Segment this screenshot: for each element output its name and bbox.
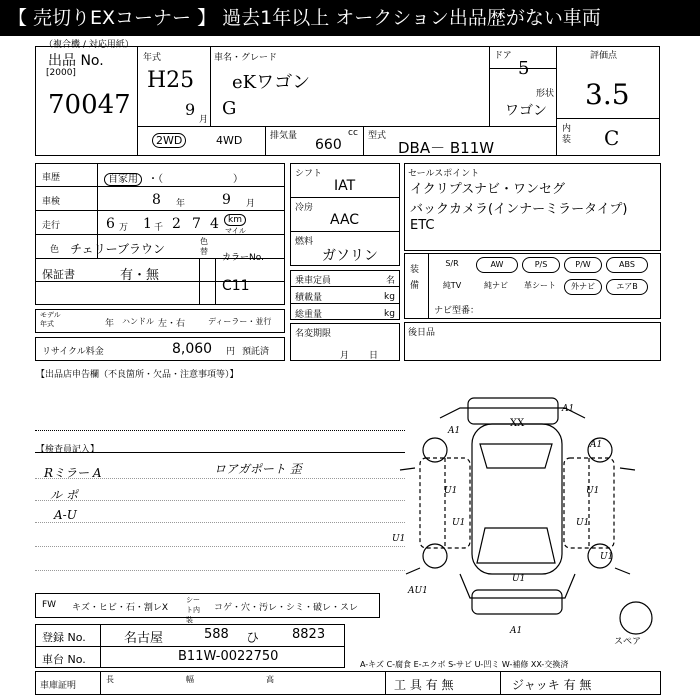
ac-label: 冷房 <box>295 203 314 213</box>
inspection-label: 車検 <box>42 197 61 207</box>
fuel-value: ガソリン <box>322 248 378 264</box>
recycle-label: リサイクル料金 <box>42 347 104 357</box>
equip-navi: 純ナビ <box>484 281 508 290</box>
back-page-box <box>404 322 661 361</box>
mileage-label: 走行 <box>42 221 61 231</box>
navi-label: ナビ型番： <box>434 306 480 316</box>
model-grade: G <box>222 98 237 119</box>
car-damage-diagram <box>380 378 670 648</box>
lot-number: 70047 <box>48 90 131 120</box>
spare-label: スペア <box>614 637 642 647</box>
inspection-month: 9 <box>222 192 231 208</box>
diagram-mark-1: A1 <box>562 404 575 414</box>
displacement-unit: cc <box>348 128 358 138</box>
shift-label: シフト <box>295 169 323 179</box>
color-value: チェリーブラウン <box>70 242 166 256</box>
color-sub: 色替 <box>200 237 208 256</box>
doors-value: 5 <box>518 58 530 79</box>
garage-certificate-label: 車庫証明 <box>40 681 77 691</box>
fw-label: FW <box>42 600 57 610</box>
color-code: C11 <box>222 278 250 294</box>
selling-points-label: セールスポイント <box>408 169 480 179</box>
inspector-note-1: Rミラー A <box>44 466 102 480</box>
model-label: 車名・グレード <box>214 53 278 63</box>
top-note: （複合機 / 対応用紙） <box>44 40 134 50</box>
score-label: 評価点 <box>590 51 618 61</box>
page-title-banner: 【 売切りEXコーナー 】 過去1年以上 オークション出品歴がない車両 <box>0 0 700 36</box>
inspector-note-3: A-U <box>54 508 77 522</box>
mileage-unit-mile: マイル <box>225 227 246 235</box>
inspection-month-unit: 月 <box>246 199 256 209</box>
registration-num: 588 <box>204 627 229 642</box>
lot-label: 出品 No. <box>48 53 104 69</box>
length-label: 長 <box>106 675 114 684</box>
mileage-p1: 6 <box>106 216 115 232</box>
diagram-mark-4: A1 <box>590 440 603 450</box>
drive-2wd: 2WD <box>152 133 186 148</box>
equip-ps: P/S <box>522 257 560 273</box>
dealer-label: ディーラー・並行 <box>208 317 272 326</box>
warranty-label: 保証書 <box>42 268 75 281</box>
car-rear-window <box>480 444 552 468</box>
score-value: 3.5 <box>585 78 630 111</box>
mileage-u1: 万 <box>119 223 129 233</box>
selling-point-2: バックカメラ(インナーミラータイプ) <box>410 202 628 217</box>
seller-notes-label: 【出品店申告欄（不良箇所・欠品・注意事項等）】 <box>36 370 239 380</box>
lot-tag: [2000] <box>46 68 76 78</box>
handle-value: 左・右 <box>158 319 186 329</box>
inspector-note-2: ル ポ <box>50 488 78 502</box>
diagram-mark-7: U1 <box>452 518 466 528</box>
capacity-label: 乗車定員 <box>295 276 332 286</box>
equip-tv: 純TV <box>442 281 462 290</box>
car-body-top <box>472 424 562 574</box>
color-code-label: カラーNo. <box>222 253 264 263</box>
mileage-p2: 1 <box>143 216 152 232</box>
year-month: 9 <box>185 100 196 119</box>
chassis-label: 車台 No. <box>42 653 86 666</box>
fw-items: キズ・ヒビ・石・割レX <box>72 603 168 613</box>
history-label: 車歴 <box>42 173 61 183</box>
year-month-unit: 月 <box>199 115 209 125</box>
damage-legend: A-キズ C-腐食 E-エクボ S-サビ U-凹ミ W-補修 XX-交換済 <box>360 660 569 669</box>
diagram-mark-8: U1 <box>576 518 590 528</box>
mileage-unit-km: km <box>224 214 246 226</box>
diagram-mark-5: U1 <box>444 486 458 496</box>
model-year-unit: 年 <box>105 319 115 329</box>
model-code-value: DBA－ B11W <box>398 139 495 157</box>
expiry-unit: 月日 <box>340 351 399 361</box>
recycle-unit: 円 <box>226 347 236 357</box>
year-label: 年式 <box>143 53 162 63</box>
selling-point-1: イクリプスナビ・ワンセグ <box>410 182 565 197</box>
registration-label: 登録 No. <box>42 631 86 644</box>
equip-sr: S/R <box>445 259 459 268</box>
model-name: eKワゴン <box>232 72 311 93</box>
interior-value: C <box>604 126 620 150</box>
drive-4wd: 4WD <box>216 134 243 147</box>
diagram-mark-2: XX <box>510 418 525 429</box>
equipment-label: 装備 <box>410 265 420 291</box>
model-year-label: モデル年式 <box>40 311 61 328</box>
history-rest: ・（ ） <box>148 174 243 185</box>
mileage-u2: 千 <box>154 223 164 233</box>
diagram-mark-3: A1 <box>448 426 461 436</box>
mileage-p5: 4 <box>210 216 219 232</box>
seat-items: コゲ・穴・汚レ・シミ・破レ・スレ <box>214 603 359 613</box>
spare-tire <box>620 602 652 634</box>
diagram-mark-11: AU1 <box>408 586 428 596</box>
displacement-label: 排気量 <box>270 131 298 141</box>
diagram-mark-12: U1 <box>512 574 526 584</box>
body-type-value: ワゴン <box>505 103 547 119</box>
chassis-value: B11W-0022750 <box>178 649 279 664</box>
year-value: H25 <box>147 68 195 93</box>
load-label: 積載量 <box>295 293 323 303</box>
car-windshield <box>477 528 555 563</box>
width-label: 幅 <box>186 675 194 684</box>
mileage-p4: 7 <box>192 216 201 232</box>
shift-value: IAT <box>334 178 356 194</box>
mileage-p3: 2 <box>172 216 181 232</box>
inspection-year-unit: 年 <box>176 199 186 209</box>
handle-label: ハンドル <box>122 317 154 326</box>
diagram-mark-10: U1 <box>600 552 614 562</box>
capacity-unit: 名 <box>386 276 396 286</box>
diagram-mark-9: U1 <box>392 534 406 544</box>
displacement-value: 660 <box>315 137 342 153</box>
selling-point-3: ETC <box>410 218 435 233</box>
doors-label: ドア <box>494 51 512 61</box>
load-unit: kg <box>384 292 395 302</box>
jack-label: ジャッキ 有 無 <box>512 678 592 692</box>
registration-plate: 8823 <box>292 627 326 642</box>
registration-city: 名古屋 <box>124 631 164 646</box>
diagram-mark-13: A1 <box>510 626 523 636</box>
expiry-label: 名変期限 <box>295 329 332 339</box>
gross-label: 総重量 <box>295 310 323 320</box>
height-label: 高 <box>266 675 274 684</box>
fuel-label: 燃料 <box>295 237 314 247</box>
body-type-label: 形状 <box>536 89 555 99</box>
tools-label: 工 具 有 無 <box>394 678 454 692</box>
ac-value: AAC <box>330 212 360 228</box>
diagram-mark-6: U1 <box>586 486 600 496</box>
color-label: 色 <box>50 245 60 255</box>
registration-kana: ひ <box>246 631 260 646</box>
equip-abs: ABS <box>606 257 648 273</box>
inspector-label: 【検査員記入】 <box>36 445 100 455</box>
model-code-label: 型式 <box>368 131 387 141</box>
car-front-bumper <box>472 590 562 614</box>
equip-airbag: エアB <box>606 279 648 295</box>
interior-label: 内装 <box>562 124 572 145</box>
recycle-value: 8,060 <box>172 341 213 357</box>
equip-leather: 革シート <box>524 281 556 290</box>
warranty-value: 有・無 <box>120 268 160 283</box>
seat-label: シート内装 <box>186 596 200 624</box>
equip-ext-navi: 外ナビ <box>564 279 602 295</box>
inspection-year: 8 <box>152 192 161 208</box>
equip-pw: P/W <box>564 257 602 273</box>
history-value: 自家用 <box>104 173 142 186</box>
back-page-label: 後日品 <box>408 328 436 338</box>
gross-unit: kg <box>384 309 395 319</box>
inspector-note-4: ロアガポート 歪 <box>214 462 302 476</box>
recycle-note: 預託済 <box>242 347 270 357</box>
equip-aw: AW <box>476 257 518 273</box>
